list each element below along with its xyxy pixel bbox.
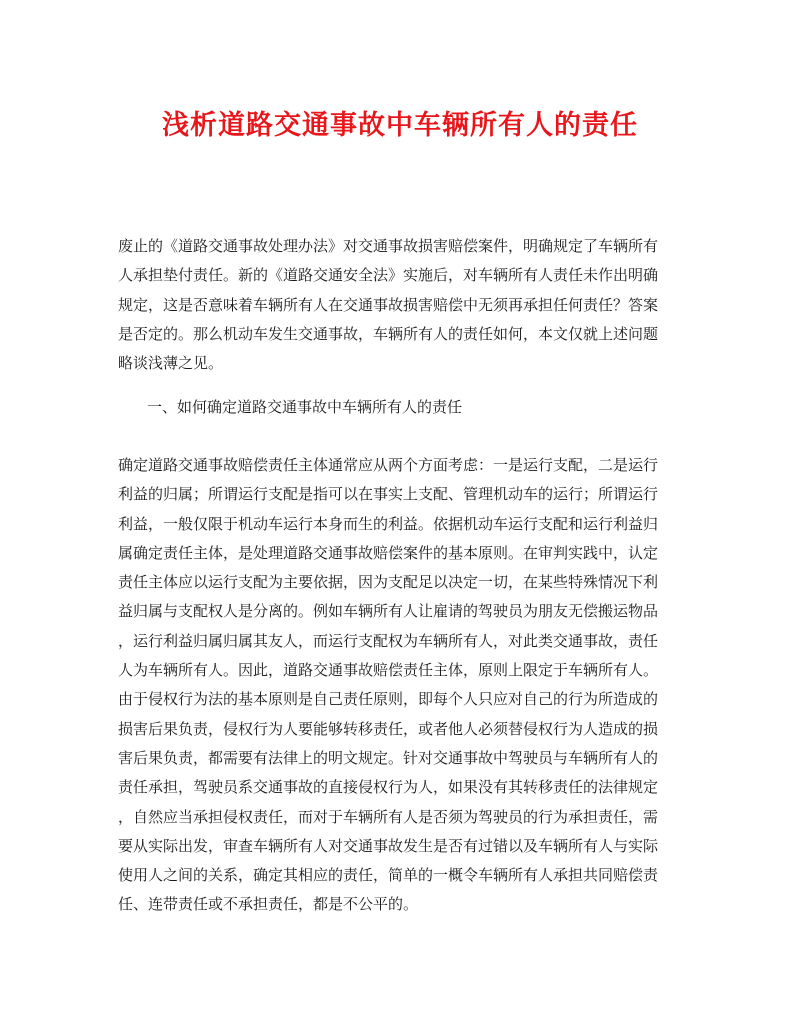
text-line: 要从实际出发，审查车辆所有人对交通事故发生是否有过错以及车辆所有人与实际 <box>118 836 659 855</box>
text-line: 是否定的。那么机动车发生交通事故，车辆所有人的责任如何，本文仅就上述问题 <box>118 324 659 343</box>
text-line: 由于侵权行为法的基本原则是自己责任原则，即每个人只应对自己的行为所造成的 <box>118 690 659 709</box>
text-line: 确定道路交通事故赔偿责任主体通常应从两个方面考虑：一是运行支配，二是运行 <box>118 456 659 474</box>
text-line: 责任主体应以运行支配为主要依据，因为支配足以决定一切，在某些特殊情况下利 <box>118 573 659 592</box>
body-paragraph <box>118 451 686 920</box>
text-line: 略谈浅薄之见。 <box>118 354 224 373</box>
text-line: 利益的归属；所谓运行支配是指可以在事实上支配、管理机动车的运行；所谓运行 <box>118 485 659 504</box>
text-line: 利益，一般仅限于机动车运行本身而生的利益。依据机动车运行支配和运行利益归 <box>118 514 659 533</box>
text-line: 任、连带责任或不承担责任，都是不公平的。 <box>118 895 419 914</box>
text-line: ，运行利益归属归属其友人，而运行支配权为车辆所有人，对此类交通事故，责任 <box>118 631 659 650</box>
text-line: 责任承担，驾驶员系交通事故的直接侵权行为人，如果没有其转移责任的法律规定 <box>118 778 659 797</box>
document-title: 浅析道路交通事故中车辆所有人的责任 <box>162 110 638 141</box>
section-heading: 一、如何确定道路交通事故中车辆所有人的责任 <box>147 398 463 416</box>
text-line: 损害后果负责，侵权行为人要能够转移责任，或者他人必须替侵权行为人造成的损 <box>118 719 659 738</box>
text-line: 废止的《道路交通事故处理办法》对交通事故损害赔偿案件，明确规定了车辆所有 <box>118 237 659 255</box>
intro-paragraph <box>118 232 686 378</box>
text-line: 人为车辆所有人。因此，道路交通事故赔偿责任主体，原则上限定于车辆所有人。 <box>118 661 659 680</box>
text-line: 属确定责任主体，是处理道路交通事故赔偿案件的基本原则。在审判实践中，认定 <box>118 543 659 562</box>
text-line: 人承担垫付责任。新的《道路交通安全法》实施后，对车辆所有人责任未作出明确 <box>118 266 659 285</box>
text-line: 规定，这是否意味着车辆所有人在交通事故损害赔偿中无须再承担任何责任？答案 <box>118 295 659 314</box>
text-line: 害后果负责，都需要有法律上的明文规定。针对交通事故中驾驶员与车辆所有人的 <box>118 748 659 767</box>
text-line: 使用人之间的关系，确定其相应的责任，简单的一概令车辆所有人承担共同赔偿责 <box>118 866 659 885</box>
text-line: ，自然应当承担侵权责任，而对于车辆所有人是否须为驾驶员的行为承担责任，需 <box>118 807 659 826</box>
text-line: 益归属与支配权人是分离的。例如车辆所有人让雇请的驾驶员为朋友无偿搬运物品 <box>118 602 659 621</box>
